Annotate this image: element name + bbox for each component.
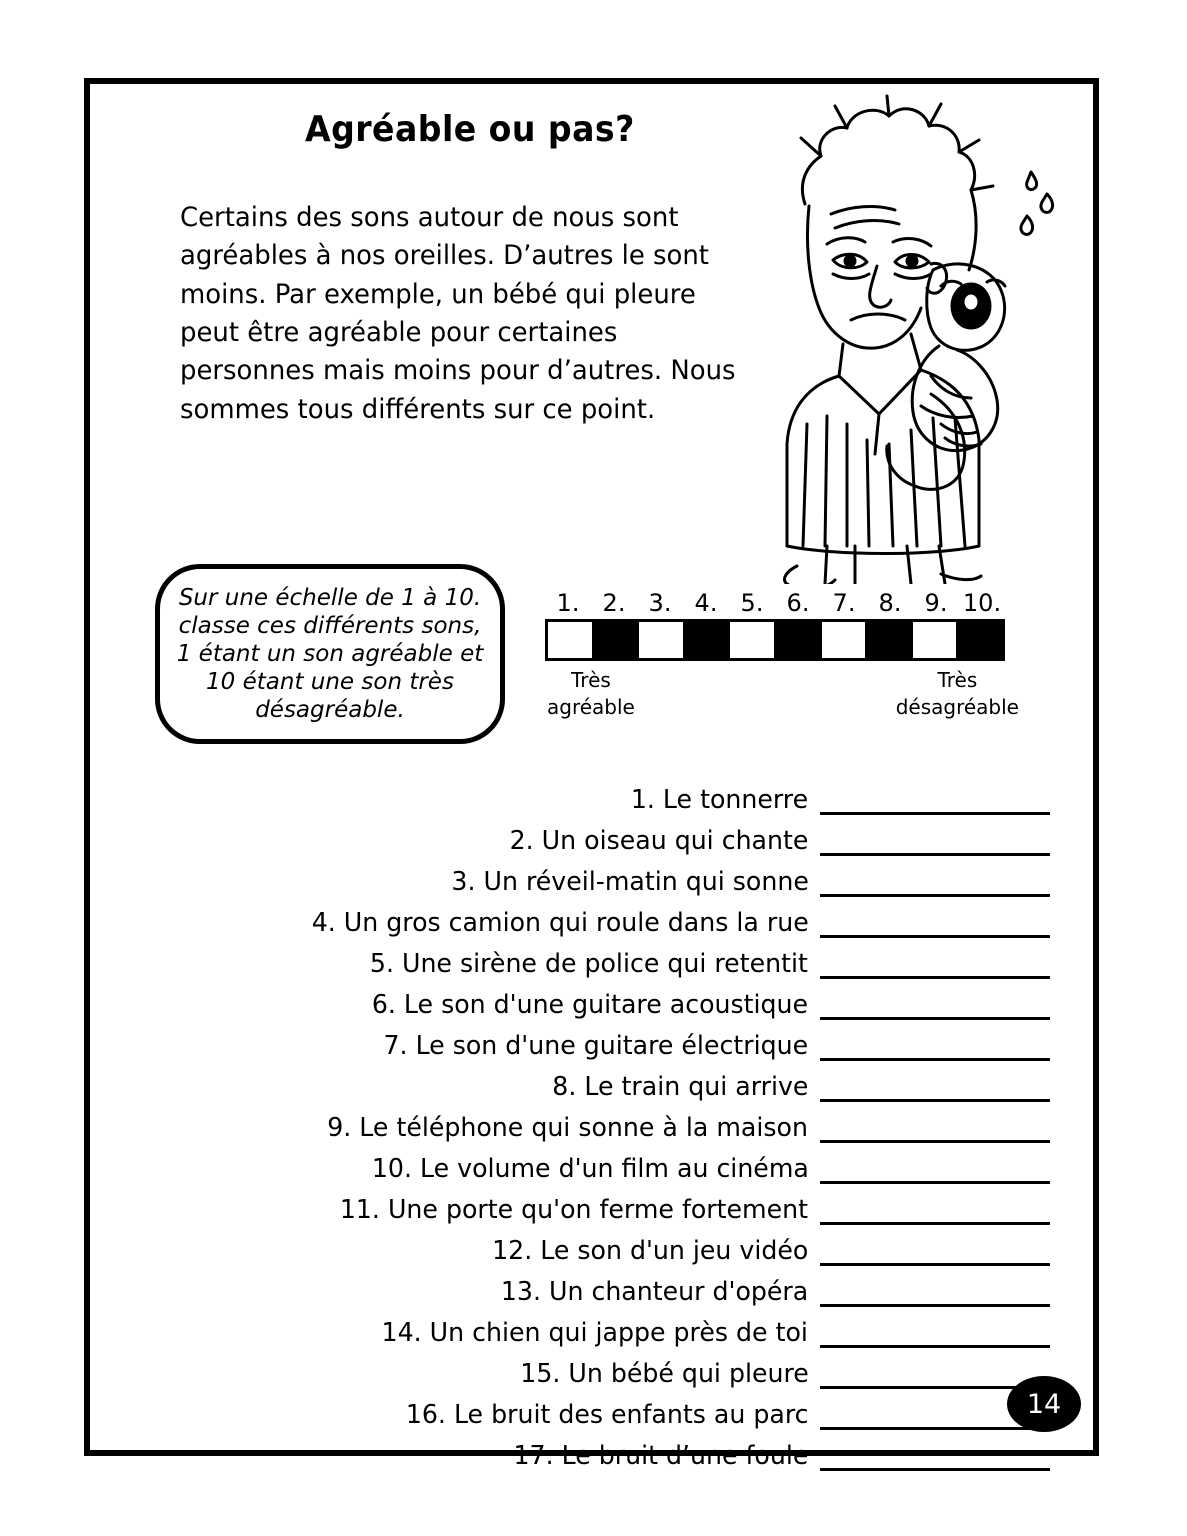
question-text: 5. Une sirène de police qui retentit [370, 949, 809, 979]
answer-input[interactable] [820, 946, 1050, 979]
list-item [150, 1430, 1050, 1471]
question-list [150, 774, 1050, 1471]
scale-label-pleasant-line2: agréable [547, 695, 635, 719]
scale-number: 5. [740, 589, 764, 617]
scale-label-pleasant-line1: Très [571, 668, 611, 692]
scale-label-unpleasant-line1: Très [937, 668, 978, 692]
scale-label-pleasant [547, 667, 635, 721]
rating-scale [545, 589, 1019, 729]
list-item [150, 1184, 1050, 1225]
list-item [150, 1225, 1050, 1266]
list-item [150, 1102, 1050, 1143]
scale-label-unpleasant [896, 667, 1019, 721]
scale-number: 7. [832, 589, 856, 617]
answer-input[interactable] [820, 1315, 1050, 1348]
answer-input[interactable] [820, 1069, 1050, 1102]
answer-input[interactable] [820, 1438, 1050, 1471]
question-text: 12. Le son d'un jeu vidéo [492, 1236, 809, 1266]
list-item [150, 856, 1050, 897]
question-text: 15. Un bébé qui pleure [519, 1359, 809, 1389]
scale-numbers [545, 589, 1005, 617]
scale-cell [548, 622, 594, 658]
list-item [150, 897, 1050, 938]
question-text: 11. Une porte qu'on ferme fortement [340, 1195, 809, 1225]
scale-cell [730, 622, 776, 658]
answer-input[interactable] [820, 987, 1050, 1020]
scale-number: 6. [786, 589, 810, 617]
scale-cell [913, 622, 959, 658]
scale-labels [545, 667, 1019, 729]
page-number-badge [1007, 1376, 1081, 1432]
list-item [150, 938, 1050, 979]
question-text: 4. Un gros camion qui roule dans la rue [311, 908, 809, 938]
list-item [150, 815, 1050, 856]
scale-cell [776, 622, 822, 658]
answer-input[interactable] [820, 1274, 1050, 1307]
scale-cell [639, 622, 685, 658]
answer-input[interactable] [820, 1233, 1050, 1266]
question-text: 2. Un oiseau qui chante [509, 826, 809, 856]
answer-input[interactable] [820, 1151, 1050, 1184]
scale-number: 4. [694, 589, 718, 617]
list-item [150, 1307, 1050, 1348]
question-text: 7. Le son d'une guitare électrique [383, 1031, 809, 1061]
question-text: 9. Le téléphone qui sonne à la maison [327, 1113, 809, 1143]
question-text: 3. Un réveil-matin qui sonne [450, 867, 809, 897]
list-item [150, 1389, 1050, 1430]
scale-number: 2. [602, 589, 626, 617]
question-text: 1. Le tonnerre [631, 785, 809, 815]
man-holding-crying-baby-illustration [735, 94, 1075, 584]
question-text: 17. Le bruit d’une foule [513, 1441, 809, 1471]
list-item [150, 1266, 1050, 1307]
intro-paragraph: Certains des sons autour de nous sont agréables à nos oreilles. D’autres le sont moins. Par exemple, un bébé qui pleure peut être agréable pour certaines personnes mais moins pour d’autres. Nous sommes tous différents sur ce point. [180, 202, 736, 425]
scale-number: 10. [962, 589, 1002, 617]
question-text: 13. Un chanteur d'opéra [500, 1277, 809, 1307]
scale-cell [867, 622, 913, 658]
scale-number: 3. [648, 589, 672, 617]
answer-input[interactable] [820, 1192, 1050, 1225]
answer-input[interactable] [820, 864, 1050, 897]
list-item [150, 1061, 1050, 1102]
list-item [150, 1348, 1050, 1389]
instruction-bubble [155, 564, 505, 744]
question-text: 14. Un chien qui jappe près de toi [381, 1318, 809, 1348]
list-item [150, 774, 1050, 815]
scale-number: 1. [556, 589, 580, 617]
question-text: 10. Le volume d'un film au cinéma [371, 1154, 809, 1184]
question-text: 16. Le bruit des enfants au parc [405, 1400, 809, 1430]
question-text: 6. Le son d'une guitare acoustique [372, 990, 809, 1020]
answer-input[interactable] [820, 905, 1050, 938]
page-title: Agréable ou pas? [305, 109, 635, 150]
scale-number: 8. [878, 589, 902, 617]
scale-label-unpleasant-line2: désagréable [895, 695, 1019, 719]
answer-input[interactable] [820, 823, 1050, 856]
question-text: 8. Le train qui arrive [552, 1072, 809, 1102]
scale-cell [594, 622, 640, 658]
list-item [150, 1020, 1050, 1061]
scale-cell [822, 622, 868, 658]
answer-input[interactable] [820, 782, 1050, 815]
scale-cell [685, 622, 731, 658]
scale-bar [545, 619, 1005, 661]
scale-number: 9. [924, 589, 948, 617]
answer-input[interactable] [820, 1028, 1050, 1061]
instruction-text: Sur une échelle de 1 à 10. classe ces différents sons, 1 étant un son agréable et 10 étant une son très désagréable. [176, 584, 484, 724]
list-item [150, 1143, 1050, 1184]
answer-input[interactable] [820, 1110, 1050, 1143]
scale-cell [958, 622, 1002, 658]
list-item [150, 979, 1050, 1020]
worksheet-page [84, 78, 1099, 1471]
page-number: 14 [1026, 1388, 1062, 1420]
